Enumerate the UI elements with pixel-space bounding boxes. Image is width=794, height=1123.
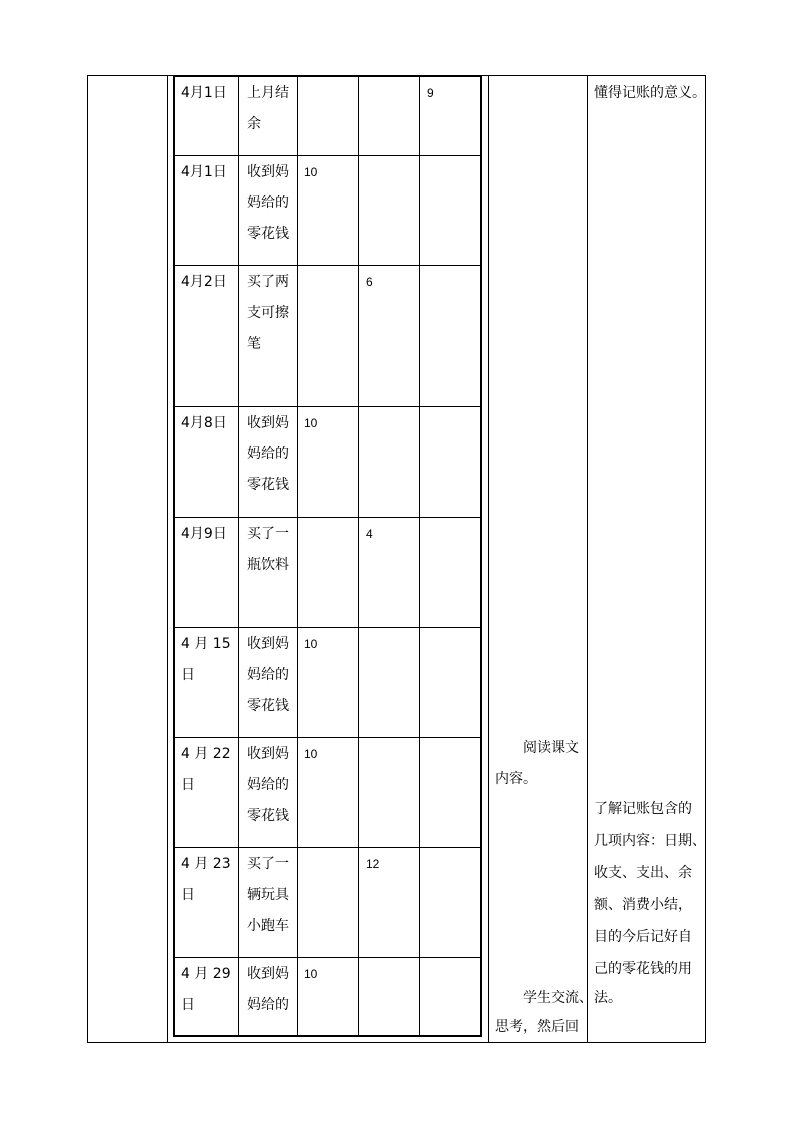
ledger-item-line: 收到妈 xyxy=(247,164,289,180)
purpose-text-line: 己的零花钱的用 xyxy=(594,961,692,977)
ledger-right-border xyxy=(480,75,482,1037)
ledger-item-line: 收到妈 xyxy=(247,415,289,431)
ledger-item-line: 笔 xyxy=(247,336,261,352)
ledger-col-line-1 xyxy=(238,75,239,1037)
ledger-date-line: 日 xyxy=(181,777,195,793)
outer-left-border xyxy=(87,75,88,1043)
ledger-date-line: 4 月 23 xyxy=(181,856,231,872)
purpose-text: 懂得记账的意义。 xyxy=(594,85,706,101)
purpose-text-line: 目的今后记好自 xyxy=(594,929,692,945)
ledger-item-line: 零花钱 xyxy=(247,226,289,242)
ledger-date-line: 日 xyxy=(181,997,195,1013)
ledger-balance: 9 xyxy=(427,86,434,100)
outer-right-border xyxy=(705,75,706,1043)
ledger-date: 4月2日 xyxy=(181,274,227,290)
ledger-row-line xyxy=(173,957,482,958)
ledger-item-line: 支可擦 xyxy=(247,305,289,321)
ledger-item-line: 收到妈 xyxy=(247,746,289,762)
col-divider-4 xyxy=(587,75,588,1043)
ledger-item-line: 买了两 xyxy=(247,274,289,290)
ledger-row-line xyxy=(173,517,482,518)
ledger-row-line xyxy=(173,265,482,266)
ledger-date: 4月1日 xyxy=(181,164,227,180)
col-divider-1 xyxy=(167,75,168,1043)
purpose-text-line: 几项内容：日期、 xyxy=(594,833,706,849)
ledger-row-line xyxy=(173,737,482,738)
purpose-text-line: 收支、支出、余 xyxy=(594,865,692,881)
ledger-date-line: 4 月 29 xyxy=(181,966,231,982)
ledger-row-line xyxy=(173,155,482,156)
ledger-item-line: 收到妈 xyxy=(247,966,289,982)
purpose-text-line: 了解记账包含的 xyxy=(594,801,692,817)
ledger-item-line: 收到妈 xyxy=(247,636,289,652)
ledger-item-line: 上月结 xyxy=(247,85,289,101)
ledger-date: 4月1日 xyxy=(181,85,227,101)
ledger-expense: 6 xyxy=(366,275,373,289)
ledger-item-line: 买了一 xyxy=(247,526,289,542)
ledger-item-line: 瓶饮料 xyxy=(247,557,289,573)
ledger-date-line: 4 月 15 xyxy=(181,636,231,652)
ledger-item-line: 妈给的 xyxy=(247,667,289,683)
ledger-item-line: 妈给的 xyxy=(247,446,289,462)
ledger-income: 10 xyxy=(304,637,318,651)
ledger-bottom-border xyxy=(173,1035,482,1037)
purpose-text-line: 额、消费小结， xyxy=(594,897,692,913)
ledger-date: 4月9日 xyxy=(181,526,227,542)
student-activity-read: 阅读课文 xyxy=(523,740,579,756)
ledger-row-line xyxy=(173,406,482,407)
ledger-item-line: 辆玩具 xyxy=(247,887,289,903)
student-activity-discuss: 学生交流、 xyxy=(523,990,593,1006)
ledger-item-line: 余 xyxy=(247,116,261,132)
ledger-row-line xyxy=(173,847,482,848)
ledger-left-border xyxy=(173,75,175,1037)
ledger-income: 10 xyxy=(304,416,318,430)
ledger-item-line: 妈给的 xyxy=(247,777,289,793)
ledger-item-line: 妈给的 xyxy=(247,997,289,1013)
ledger-income: 10 xyxy=(304,747,318,761)
ledger-date: 4月8日 xyxy=(181,415,227,431)
ledger-date-line: 4 月 22 xyxy=(181,746,231,762)
purpose-text-line: 法。 xyxy=(594,990,622,1006)
ledger-date-line: 日 xyxy=(181,667,195,683)
ledger-col-line-2 xyxy=(297,75,298,1037)
col-divider-3 xyxy=(488,75,489,1043)
ledger-col-line-4 xyxy=(419,75,420,1037)
ledger-row-line xyxy=(173,627,482,628)
ledger-item-line: 买了一 xyxy=(247,856,289,872)
ledger-item-line: 零花钱 xyxy=(247,808,289,824)
ledger-item-line: 零花钱 xyxy=(247,698,289,714)
student-activity-read: 内容。 xyxy=(495,771,537,787)
ledger-col-line-3 xyxy=(358,75,359,1037)
ledger-date-line: 日 xyxy=(181,887,195,903)
ledger-item-line: 妈给的 xyxy=(247,195,289,211)
ledger-top-border xyxy=(173,75,482,77)
ledger-item-line: 小跑车 xyxy=(247,918,289,934)
ledger-income: 10 xyxy=(304,165,318,179)
ledger-expense: 4 xyxy=(366,527,373,541)
student-activity-discuss: 思考，然后回 xyxy=(495,1019,579,1035)
outer-bottom-border xyxy=(87,1042,706,1043)
ledger-item-line: 零花钱 xyxy=(247,477,289,493)
ledger-expense: 12 xyxy=(366,857,380,871)
ledger-income: 10 xyxy=(304,967,318,981)
